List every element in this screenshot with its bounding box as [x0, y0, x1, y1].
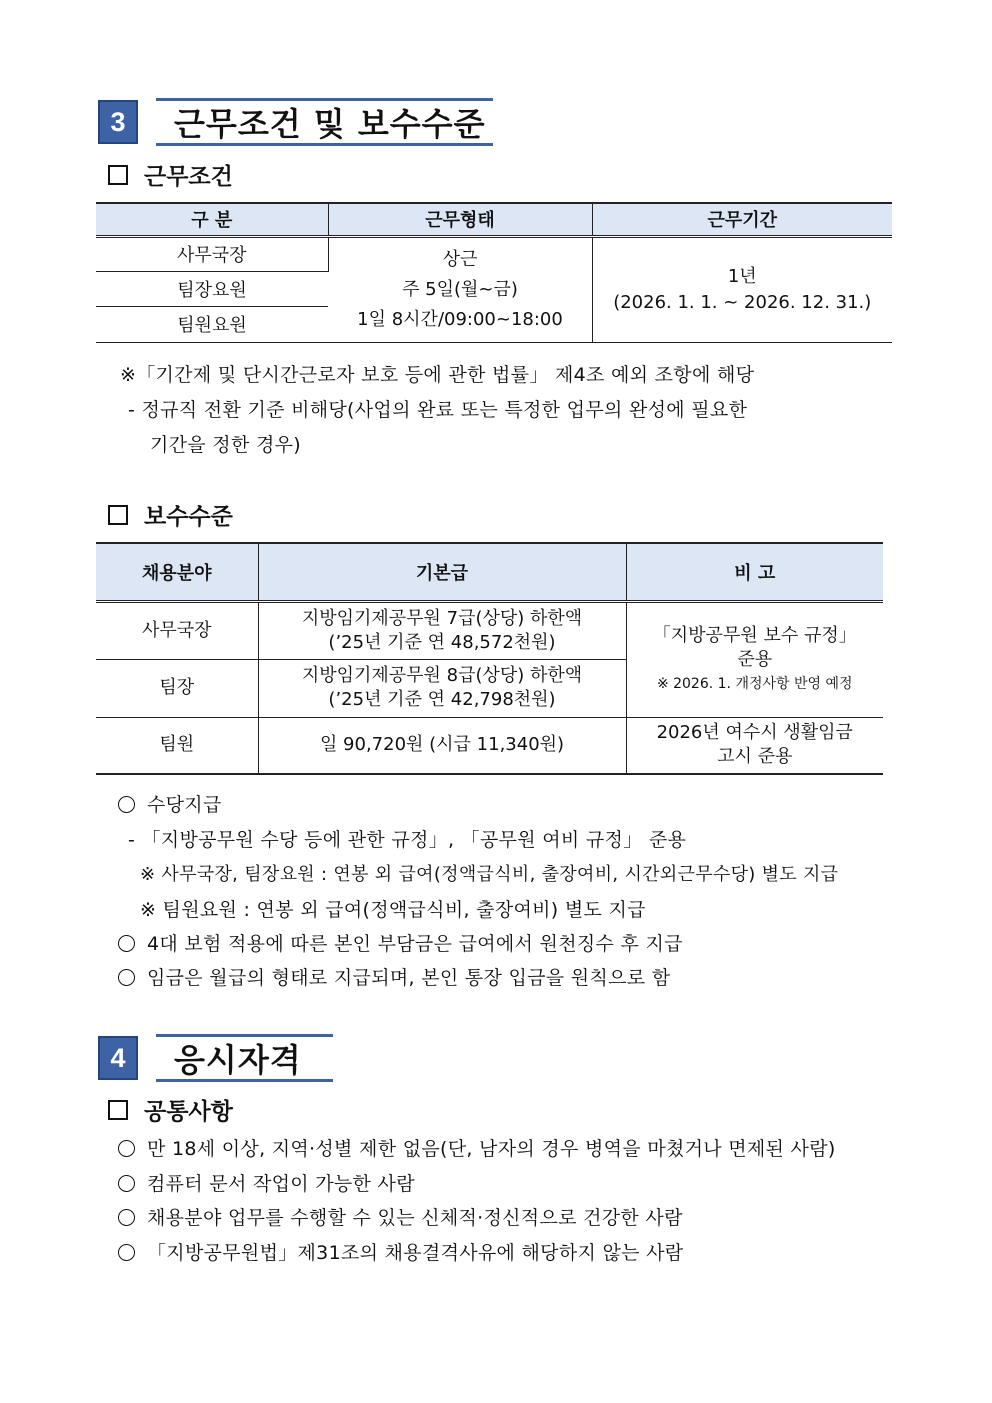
- list-item-allowance-rule: - 「지방공무원 수당 등에 관한 규정」, 「공무원 여비 규정」 준용: [128, 829, 687, 851]
- work-conditions-table: [96, 202, 892, 343]
- list-item-note-manager: ※ 사무국장, 팀장요원 : 연봉 외 급여(정액급식비, 출장여비, 시간외근무수당) 별도 지급: [140, 864, 839, 885]
- section-number-3: 3: [98, 100, 138, 144]
- list-item-text: 컴퓨터 문서 작업이 가능한 사람: [147, 1173, 415, 1195]
- remark-line: 「지방공무원 보수 규정」: [652, 624, 857, 646]
- list-item-text: 임금은 월급의 형태로 지급되며, 본인 통장 입금을 원칙으로 함: [147, 967, 671, 989]
- section-title-4: 응시자격: [156, 1034, 333, 1082]
- work-period-line: 1년: [727, 265, 757, 287]
- table-cell-work-period: [592, 236, 892, 342]
- table-cell-role: 사무국장: [96, 236, 328, 271]
- list-item-health: [118, 1203, 683, 1230]
- note-not-regular-cont: 기간을 정한 경우): [150, 434, 301, 456]
- section-title-3: 근무조건 및 보수수준: [156, 98, 493, 146]
- table-header: 비 고: [626, 543, 883, 601]
- checkbox-square-icon: [108, 505, 128, 525]
- circle-bullet-icon: [118, 1140, 135, 1157]
- list-item-age: [118, 1134, 836, 1161]
- list-item-allowance: [118, 790, 222, 817]
- circle-bullet-icon: [118, 935, 135, 952]
- list-item-disqualification: [118, 1238, 683, 1265]
- note-not-regular: - 정규직 전환 기준 비해당(사업의 완료 또는 특정한 업무의 완성에 필요한: [128, 399, 748, 421]
- table-cell-remark: [626, 601, 883, 717]
- table-cell-field: 사무국장: [96, 601, 258, 659]
- base-pay-line: 지방임기제공무원 7급(상당) 하한액: [301, 607, 583, 629]
- subheading-pay-level: [108, 498, 233, 531]
- subheading-work-conditions: [108, 158, 233, 191]
- table-header: 근무형태: [328, 203, 592, 236]
- circle-bullet-icon: [118, 969, 135, 986]
- table-header: 채용분야: [96, 543, 258, 601]
- list-item-monthly-pay: [118, 963, 670, 990]
- work-form-line: 상근: [442, 248, 478, 270]
- remark-note: ※ 2026. 1. 개정사항 반영 예정: [656, 675, 853, 692]
- pay-table: [96, 542, 883, 775]
- table-cell-base-pay: [258, 659, 626, 717]
- list-item-computer: [118, 1169, 415, 1196]
- subheading-label: 보수수준: [144, 504, 233, 530]
- table-cell-field: 팀장: [96, 659, 258, 717]
- remark-line: 고시 준용: [717, 746, 793, 768]
- section-number-4: 4: [98, 1036, 138, 1080]
- subheading-common: [108, 1093, 233, 1126]
- table-cell-base-pay: [258, 601, 626, 659]
- work-form-line: 1일 8시간/09:00~18:00: [357, 308, 563, 330]
- list-item-text: 만 18세 이상, 지역·성별 제한 없음(단, 남자의 경우 병역을 마쳤거나 면제된 사람): [147, 1138, 836, 1160]
- table-header: 구 분: [96, 203, 328, 236]
- table-cell-role: 팀장요원: [96, 271, 328, 306]
- list-item-insurance: [118, 929, 683, 956]
- list-item-text: 4대 보험 적용에 따른 본인 부담금은 급여에서 원천징수 후 지급: [147, 933, 683, 955]
- table-cell-work-form: [328, 236, 592, 342]
- work-period-line: (2026. 1. 1. ~ 2026. 12. 31.): [613, 291, 872, 313]
- circle-bullet-icon: [118, 1244, 135, 1261]
- table-cell-base-pay: 일 90,720원 (시급 11,340원): [258, 717, 626, 774]
- table-header: 기본급: [258, 543, 626, 601]
- table-cell-field: 팀원: [96, 717, 258, 774]
- subheading-label: 공통사항: [144, 1099, 233, 1125]
- table-header: 근무기간: [592, 203, 892, 236]
- checkbox-square-icon: [108, 165, 128, 185]
- list-item-text: 채용분야 업무를 수행할 수 있는 신체적·정신적으로 건강한 사람: [147, 1207, 683, 1229]
- table-cell-role: 팀원요원: [96, 306, 328, 342]
- base-pay-line: (’25년 기준 연 48,572천원): [328, 631, 556, 653]
- circle-bullet-icon: [118, 1175, 135, 1192]
- circle-bullet-icon: [118, 796, 135, 813]
- base-pay-line: (’25년 기준 연 42,798천원): [328, 689, 556, 710]
- list-item-text: 「지방공무원법」제31조의 채용결격사유에 해당하지 않는 사람: [147, 1242, 684, 1264]
- note-fixed-term-law: ※「기간제 및 단시간근로자 보호 등에 관한 법률」 제4조 예외 조항에 해당: [120, 364, 755, 386]
- subheading-label: 근무조건: [144, 164, 233, 190]
- base-pay-line: 지방임기제공무원 8급(상당) 하한액: [301, 665, 583, 686]
- checkbox-square-icon: [108, 1100, 128, 1120]
- table-cell-remark: [626, 717, 883, 774]
- list-item-text: 수당지급: [147, 794, 222, 816]
- circle-bullet-icon: [118, 1209, 135, 1226]
- remark-line: 2026년 여수시 생활임금: [656, 722, 853, 744]
- work-form-line: 주 5일(월~금): [402, 278, 518, 300]
- list-item-note-member: ※ 팀원요원 : 연봉 외 급여(정액급식비, 출장여비) 별도 지급: [140, 899, 646, 921]
- remark-line: 준용: [737, 648, 773, 670]
